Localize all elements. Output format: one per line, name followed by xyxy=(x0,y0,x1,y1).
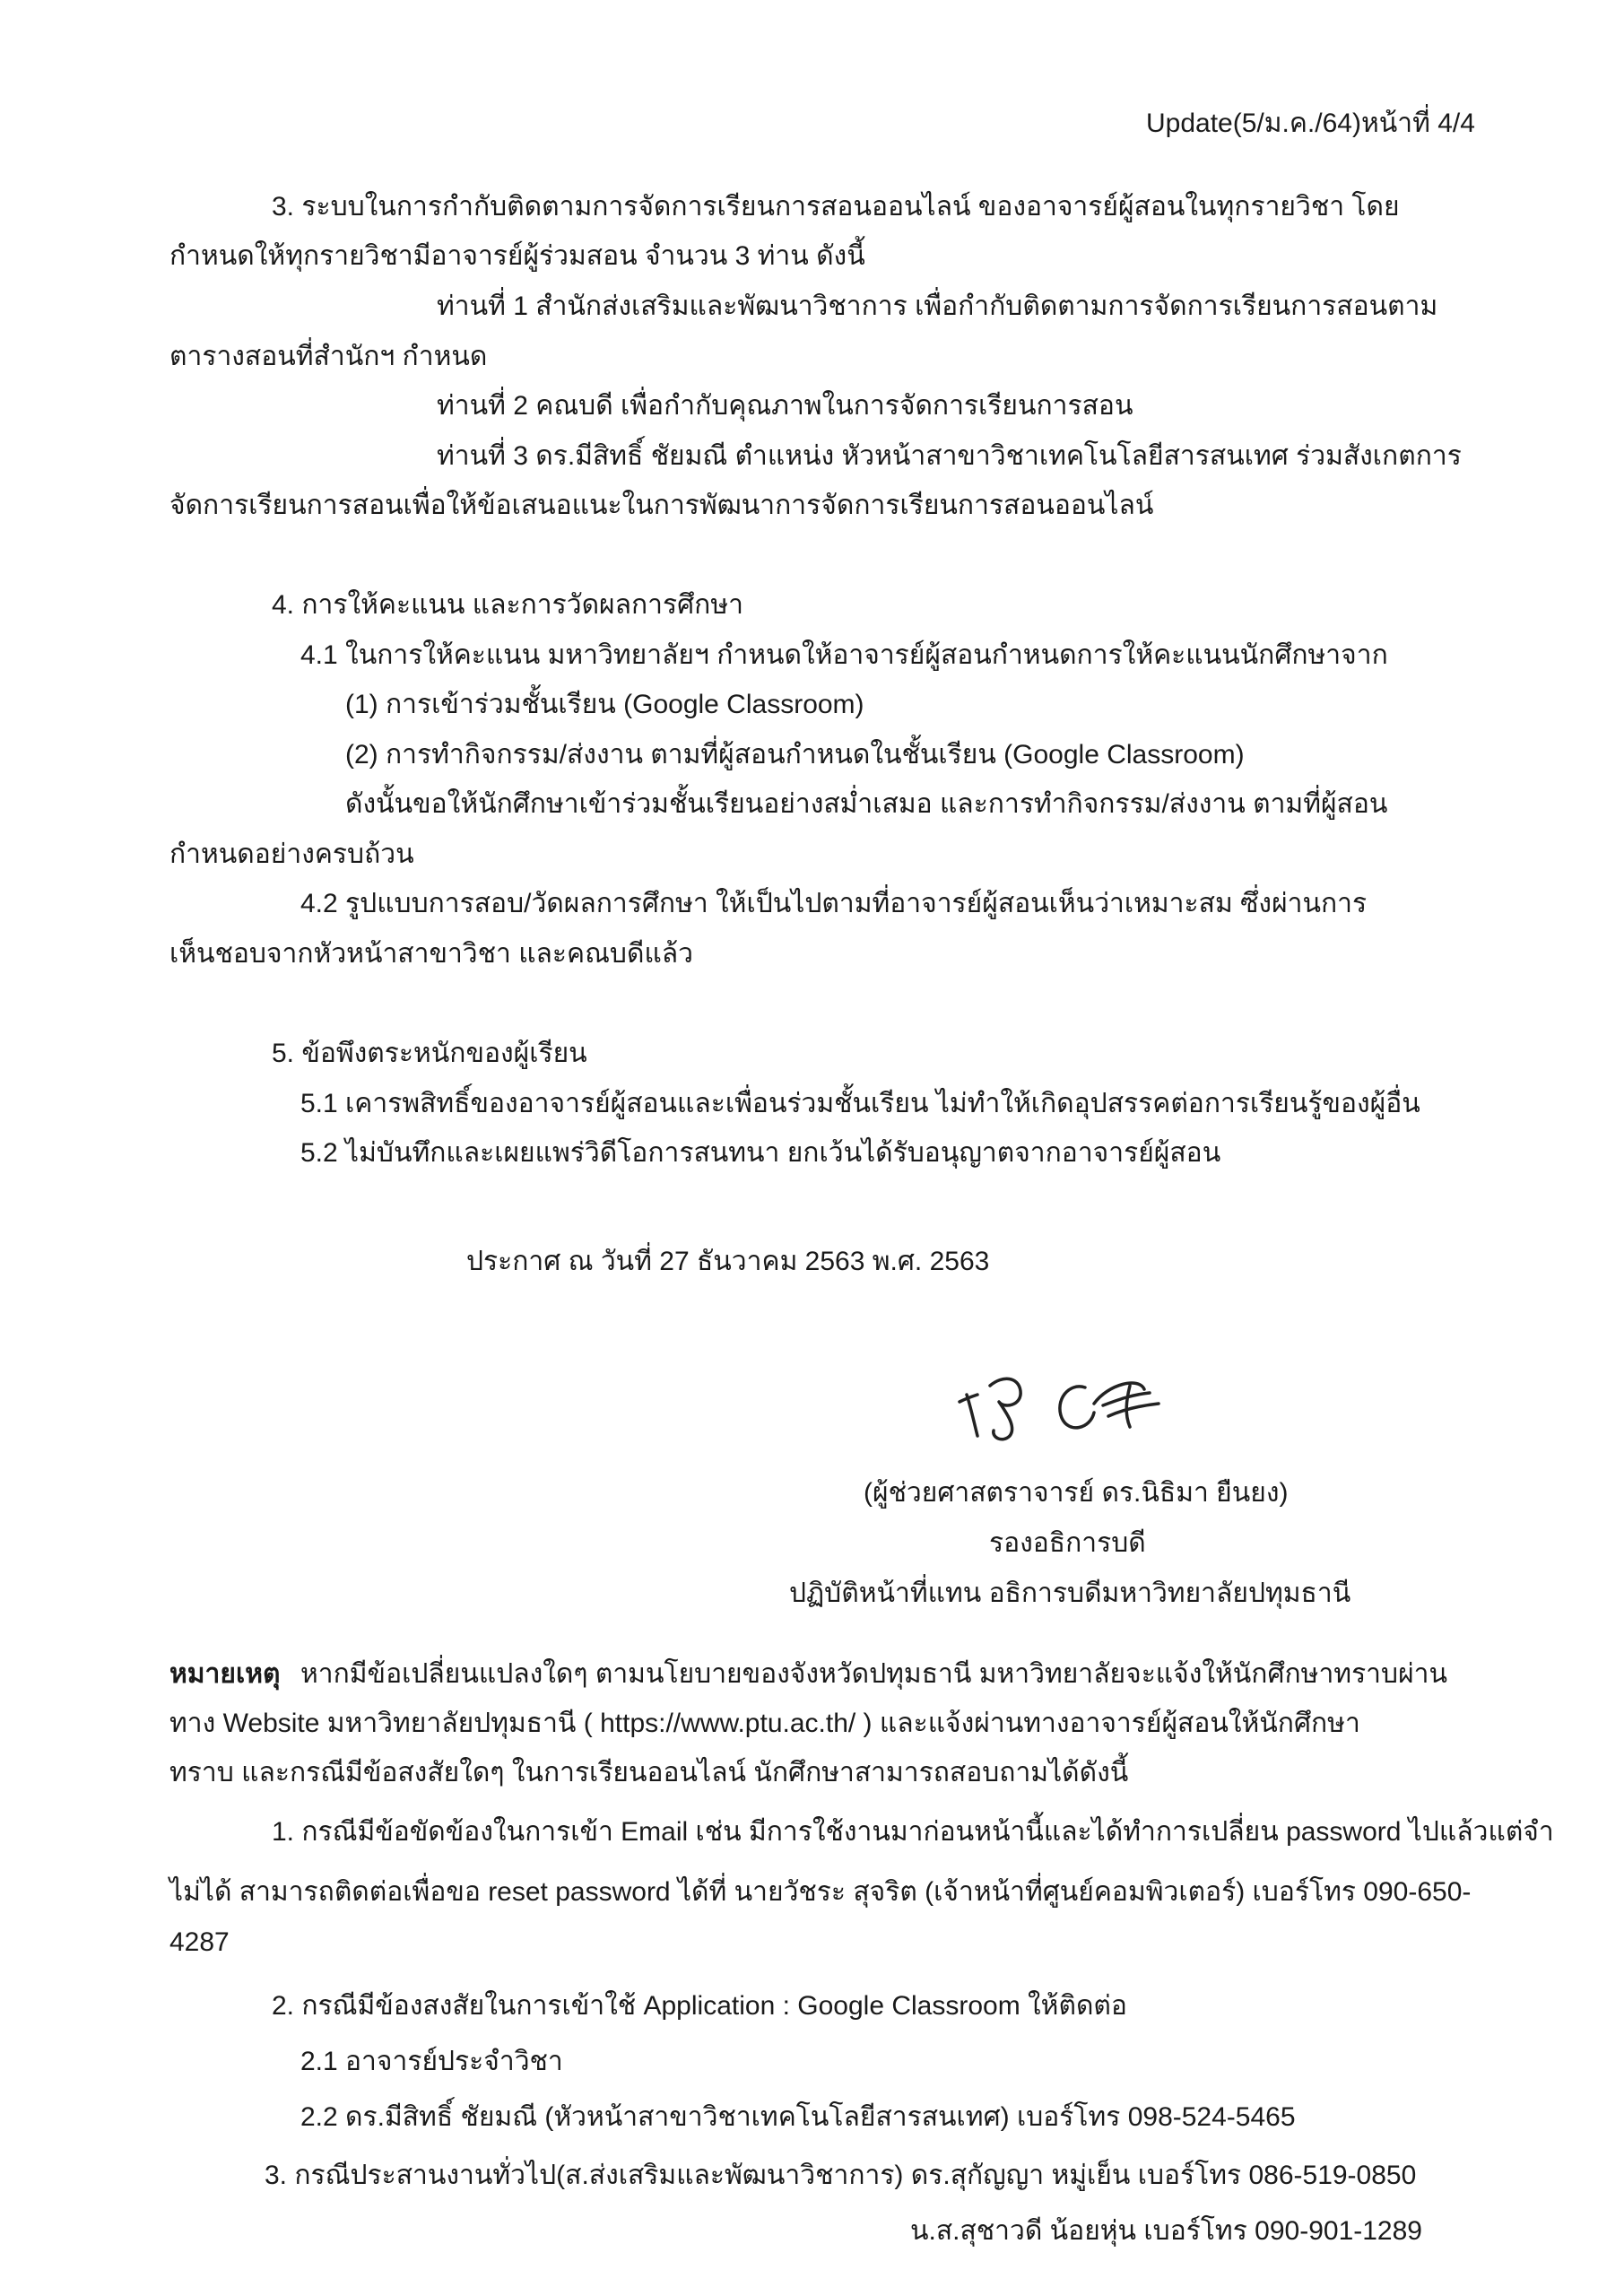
section3-person3-line1: ท่านที่ 3 ดร.มีสิทธิ์ ชัยมณี ตำแหน่ง หัวหน้าสาขาวิชาเทคโนโลยีสารสนเทศ ร่วมสังเกตการ xyxy=(437,441,1462,471)
section3-person3-line2: จัดการเรียนการสอนเพื่อให้ข้อเสนอแนะในการพัฒนาการจัดการเรียนการสอนออนไลน์ xyxy=(169,491,1154,520)
section4-1-note-line1: ดังนั้นขอให้นักศึกษาเข้าร่วมชั้นเรียนอย่างสม่ำเสมอ และการทำกิจกรรม/ส่งงาน ตามที่ผู้สอน xyxy=(345,789,1388,819)
section3-person1-line1: ท่านที่ 1 สำนักส่งเสริมและพัฒนาวิชาการ เพื่อกำกับติดตามการจัดการเรียนการสอนตาม xyxy=(437,291,1438,321)
remark-line2: ทาง Website มหาวิทยาลัยปทุมธานี ( https://www.ptu.ac.th/ ) และแจ้งผ่านทางอาจารย์ผู้สอนให้นักศึกษา xyxy=(169,1709,1360,1738)
announcement-date: ประกาศ ณ วันที่ 27 ธันวาคม 2563 พ.ศ. 2563 xyxy=(466,1247,990,1276)
page-update-header: Update(5/ม.ค./64)หน้าที่ 4/4 xyxy=(1146,109,1475,138)
signatory-position1: รองอธิการบดี xyxy=(989,1528,1146,1558)
contact1-line2: ไม่ได้ สามารถติดต่อเพื่อขอ reset password ได้ที่ นายวัชระ สุจริต (เจ้าหน้าที่ศูนย์คอมพิวเตอร์) เบอร์โทร 090-650- xyxy=(169,1877,1472,1907)
contact3-line2: น.ส.สุชาวดี น้อยหุ่น เบอร์โทร 090-901-1289 xyxy=(910,2216,1422,2246)
section3-title-line1: 3. ระบบในการกำกับติดตามการจัดการเรียนการสอนออนไลน์ ของอาจารย์ผู้สอนในทุกรายวิชา โดย xyxy=(272,192,1400,222)
section3-person1-line2: ตารางสอนที่สำนักฯ กำหนด xyxy=(169,342,488,371)
signatory-position2: ปฏิบัติหน้าที่แทน อธิการบดีมหาวิทยาลัยปทุมธานี xyxy=(789,1578,1351,1608)
contact1-line1: 1. กรณีมีข้อขัดข้องในการเข้า Email เช่น มีการใช้งานมาก่อนหน้านี้และได้ทำการเปลี่ยน password ไปแล้วแต่จำ xyxy=(272,1817,1554,1847)
remark-line3: ทราบ และกรณีมีข้อสงสัยใดๆ ในการเรียนออนไลน์ นักศึกษาสามารถสอบถามได้ดังนี้ xyxy=(169,1758,1129,1787)
section4-1-line1: 4.1 ในการให้คะแนน มหาวิทยาลัยฯ กำหนดให้อาจารย์ผู้สอนกำหนดการให้คะแนนนักศึกษาจาก xyxy=(300,640,1388,670)
section4-1-item2: (2) การทำกิจกรรม/ส่งงาน ตามที่ผู้สอนกำหนดในชั้นเรียน (Google Classroom) xyxy=(345,740,1245,770)
remark-line1: หากมีข้อเปลี่ยนแปลงใดๆ ตามนโยบายของจังหวัดปทุมธานี มหาวิทยาลัยจะแจ้งให้นักศึกษาทราบผ่าน xyxy=(300,1659,1447,1689)
section4-1-item1: (1) การเข้าร่วมชั้นเรียน (Google Classroom) xyxy=(345,690,864,719)
contact3-line1: 3. กรณีประสานงานทั่วไป(ส.ส่งเสริมและพัฒนาวิชาการ) ดร.สุกัญญา หมู่เย็น เบอร์โทร 086-519-0850 xyxy=(265,2161,1417,2190)
contact2-1: 2.1 อาจารย์ประจำวิชา xyxy=(300,2047,563,2076)
section5-1: 5.1 เคารพสิทธิ์ของอาจารย์ผู้สอนและเพื่อนร่วมชั้นเรียน ไม่ทำให้เกิดอุปสรรคต่อการเรียนรู้ของผู้อื่น xyxy=(300,1089,1420,1118)
contact2-line1: 2. กรณีมีข้องสงสัยในการเข้าใช้ Application : Google Classroom ให้ติดต่อ xyxy=(272,1991,1127,2021)
section4-title: 4. การให้คะแนน และการวัดผลการศึกษา xyxy=(272,590,743,620)
section4-1-note-line2: กำหนดอย่างครบถ้วน xyxy=(169,839,414,869)
section4-2-line2: เห็นชอบจากหัวหน้าสาขาวิชา และคณบดีแล้ว xyxy=(169,939,694,969)
remark-label: หมายเหตุ xyxy=(169,1659,281,1689)
section3-person2-line1: ท่านที่ 2 คณบดี เพื่อกำกับคุณภาพในการจัดการเรียนการสอน xyxy=(437,391,1133,421)
section5-2: 5.2 ไม่บันทึกและเผยแพร่วิดีโอการสนทนา ยกเว้นได้รับอนุญาตจากอาจารย์ผู้สอน xyxy=(300,1138,1221,1168)
section3-title-line2: กำหนดให้ทุกรายวิชามีอาจารย์ผู้ร่วมสอน จำนวน 3 ท่าน ดังนี้ xyxy=(169,241,865,271)
contact2-2: 2.2 ดร.มีสิทธิ์ ชัยมณี (หัวหน้าสาขาวิชาเทคโนโลยีสารสนเทศ) เบอร์โทร 098-524-5465 xyxy=(300,2102,1296,2132)
section4-2-line1: 4.2 รูปแบบการสอบ/วัดผลการศึกษา ให้เป็นไปตามที่อาจารย์ผู้สอนเห็นว่าเหมาะสม ซึ่งผ่านการ xyxy=(300,889,1368,918)
signatory-name: (ผู้ช่วยศาสตราจารย์ ดร.นิธิมา ยืนยง) xyxy=(864,1478,1289,1508)
handwritten-signature xyxy=(951,1350,1166,1448)
contact1-line3: 4287 xyxy=(169,1927,230,1957)
section5-title: 5. ข้อพึงตระหนักของผู้เรียน xyxy=(272,1039,587,1068)
